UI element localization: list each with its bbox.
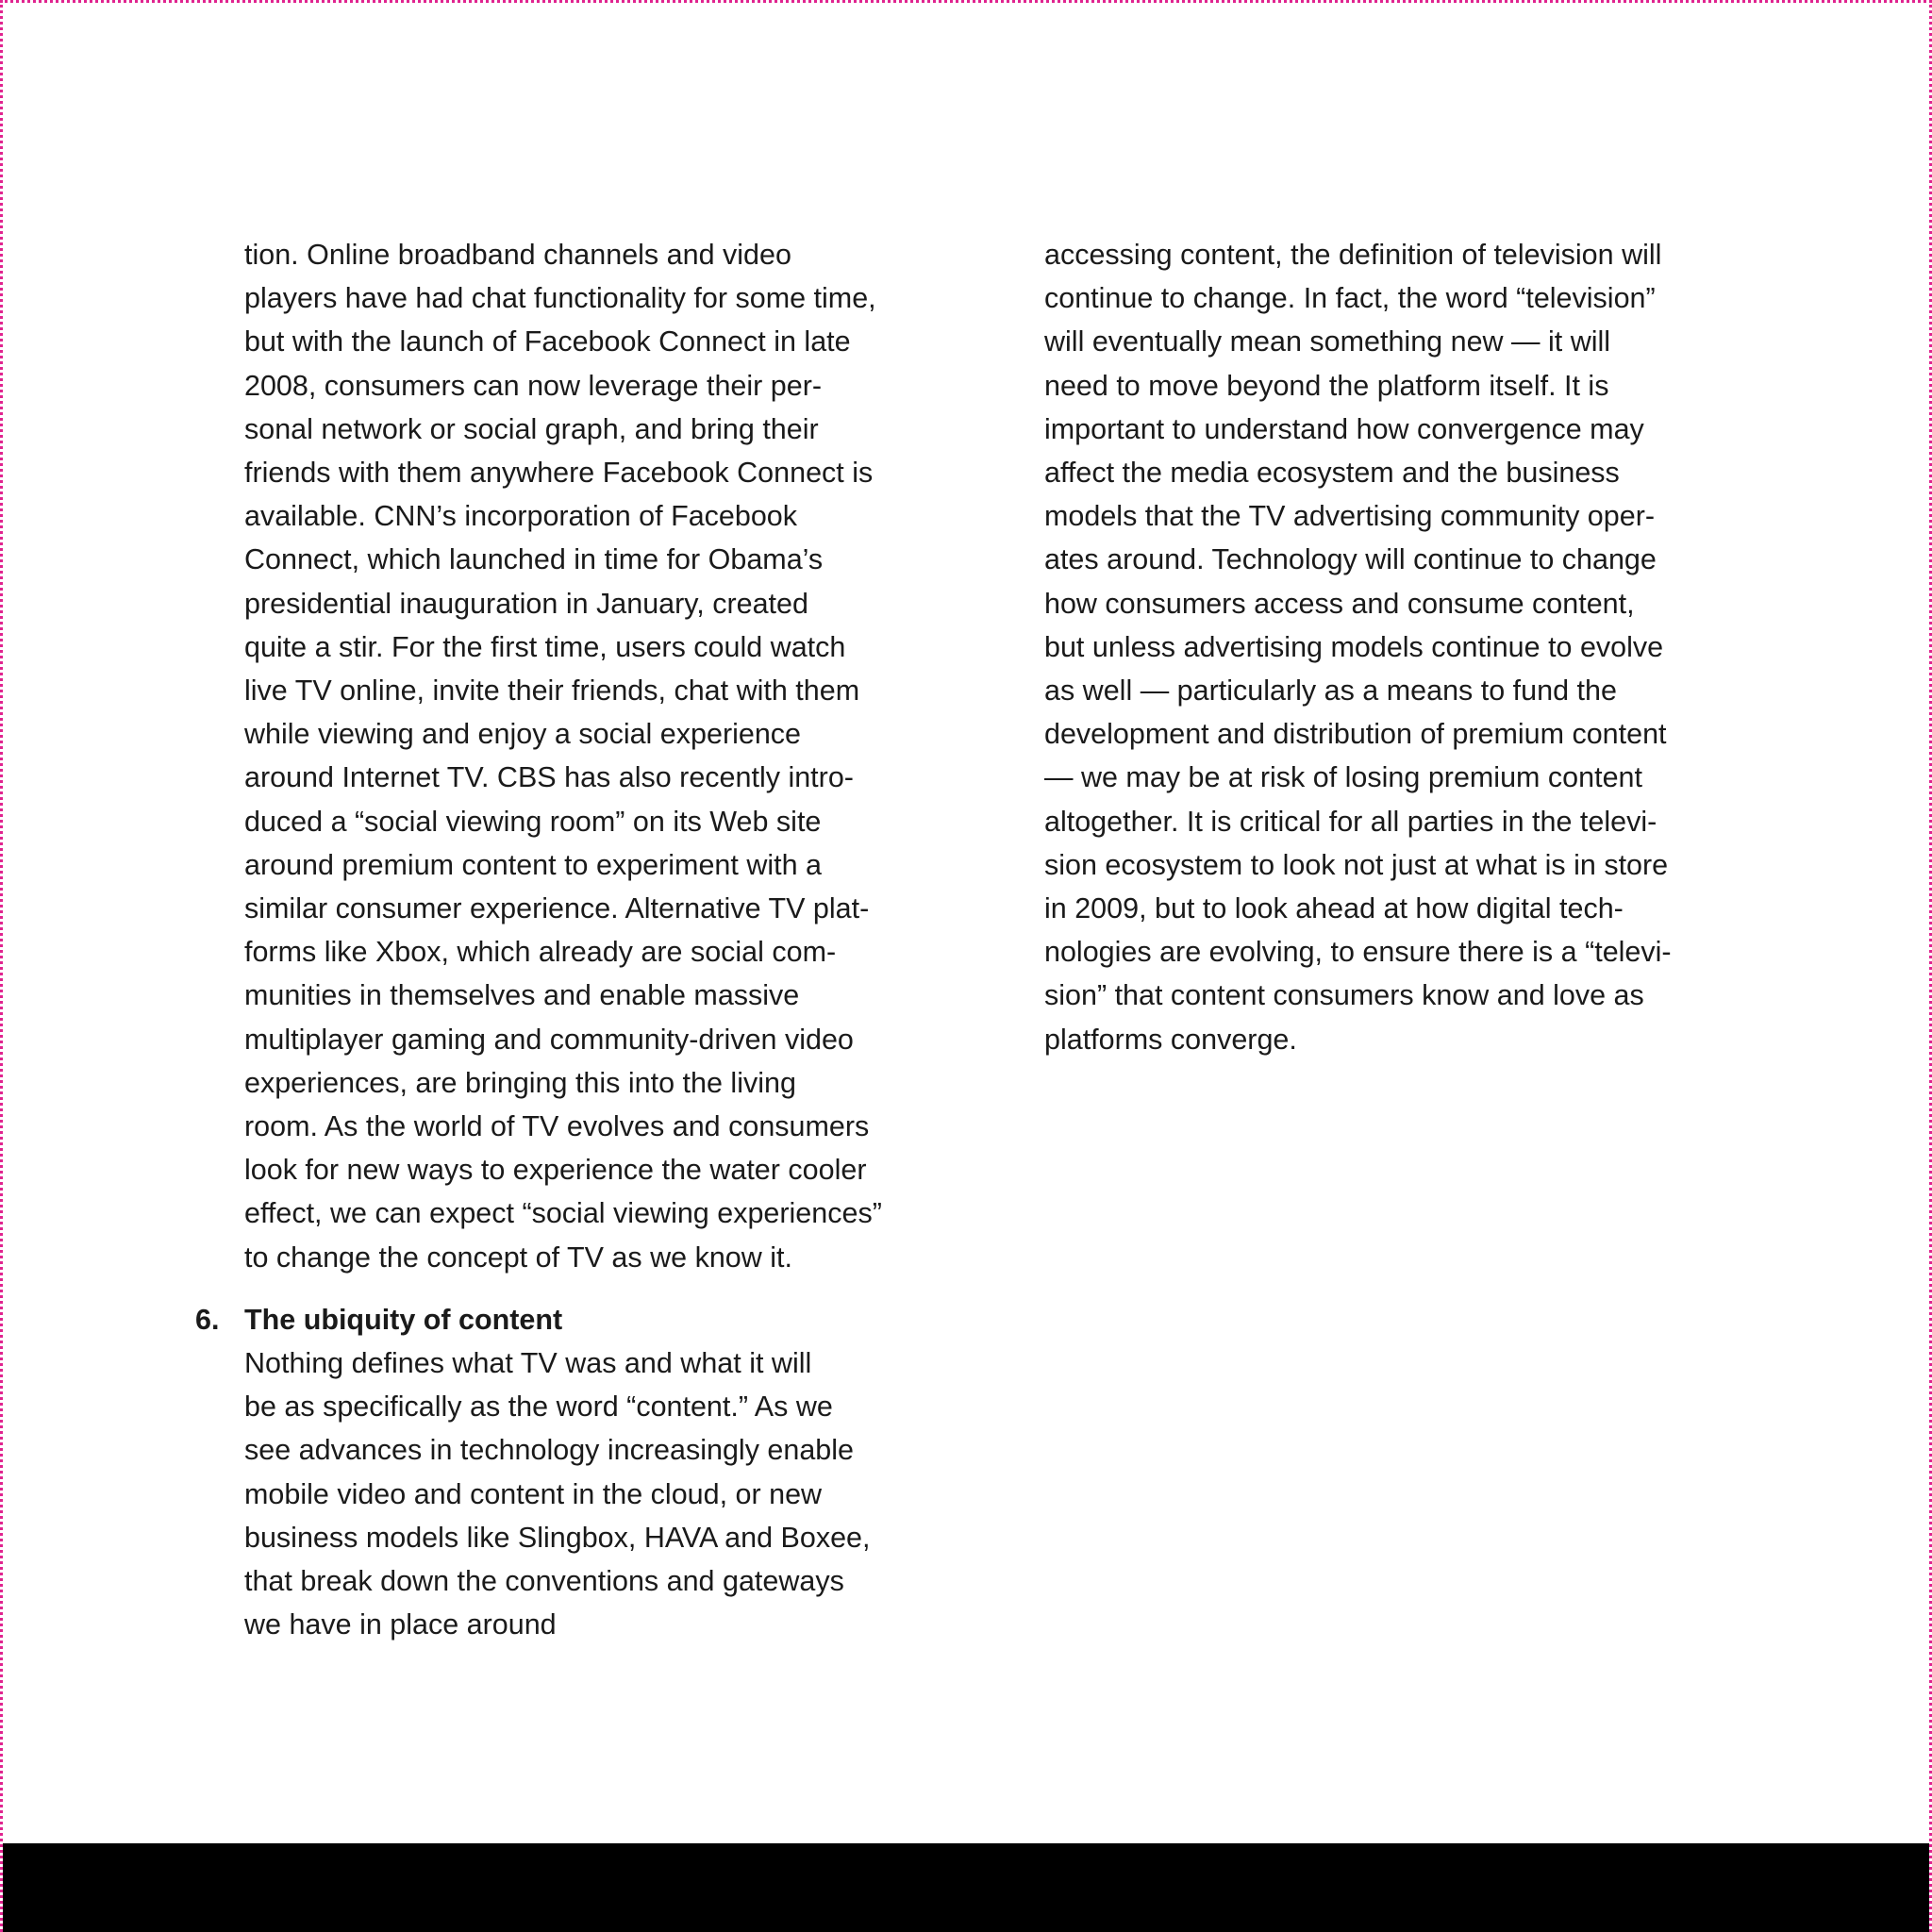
text-line: live TV online, invite their friends, chat with them [244,675,860,708]
section-heading: The ubiquity of content [244,1303,563,1336]
text-line: presidential inauguration in January, created [244,587,808,620]
text-line: be as specifically as the word “content.” As we [244,1391,833,1424]
text-line: around Internet TV. CBS has also recently intro- [244,761,854,794]
right-paragraph [1044,233,1761,1061]
text-line: effect, we can expect “social viewing experiences” [244,1197,882,1230]
footer-bar [3,1843,1932,1932]
list-item-ubiquity-of-content [195,1298,961,1647]
text-line: look for new ways to experience the water cooler [244,1154,867,1187]
text-line: but unless advertising models continue to evolve [1044,630,1664,663]
text-line: Connect, which launched in time for Obama’s [244,543,824,576]
text-line: models that the TV advertising community oper- [1044,500,1656,533]
list-item-number: 6. [195,1303,220,1336]
text-line: see advances in technology increasingly enable [244,1434,855,1467]
left-column [195,233,961,1647]
text-line: while viewing and enjoy a social experience [244,718,802,751]
text-line: important to understand how convergence may [1044,412,1644,445]
text-line: continue to change. In fact, the word “television” [1044,282,1656,315]
text-line: how consumers access and consume content, [1044,587,1635,620]
text-line: available. CNN’s incorporation of Facebook [244,500,798,533]
text-line: quite a stir. For the first time, users could watch [244,630,846,663]
text-line: room. As the world of TV evolves and consumers [244,1110,870,1143]
text-line: munities in themselves and enable massive [244,979,800,1012]
text-line: in 2009, but to look ahead at how digital tech- [1044,892,1624,925]
text-line: business models like Slingbox, HAVA and Boxee, [244,1521,871,1554]
text-line: ates around. Technology will continue to change [1044,543,1657,576]
text-line: Nothing defines what TV was and what it will [244,1347,812,1380]
text-line: but with the launch of Facebook Connect in late [244,325,851,358]
text-line: accessing content, the definition of television will [1044,239,1662,271]
text-line: tion. Online broadband channels and video [244,239,791,271]
text-line: duced a “social viewing room” on its Web site [244,805,822,838]
text-line: to change the concept of TV as we know it. [244,1241,792,1274]
text-line: that break down the conventions and gateways [244,1565,844,1598]
text-line: need to move beyond the platform itself. It is [1044,369,1609,402]
text-line: similar consumer experience. Alternative TV plat- [244,892,870,925]
text-line: sonal network or social graph, and bring their [244,412,819,445]
text-line: friends with them anywhere Facebook Connect is [244,457,874,490]
text-line: sion” that content consumers know and love as [1044,979,1644,1012]
text-line: development and distribution of premium content [1044,718,1667,751]
right-column [1044,233,1761,1061]
text-line: 2008, consumers can now leverage their per- [244,369,823,402]
text-line: altogether. It is critical for all parties in the televi- [1044,805,1657,838]
text-line: we have in place around [244,1608,557,1641]
text-line: experiences, are bringing this into the living [244,1066,796,1099]
text-line: nologies are evolving, to ensure there is a “televi- [1044,936,1672,969]
text-line: forms like Xbox, which already are social com- [244,936,837,969]
text-line: as well — particularly as a means to fund the [1044,675,1617,708]
text-line: affect the media ecosystem and the business [1044,457,1620,490]
text-line: mobile video and content in the cloud, or new [244,1477,823,1510]
text-line: players have had chat functionality for some time, [244,282,876,315]
text-line: will eventually mean something new — it will [1044,325,1611,358]
text-line: platforms converge. [1044,1023,1297,1056]
text-line: sion ecosystem to look not just at what is in store [1044,848,1669,881]
left-paragraph [244,233,961,1279]
text-line: — we may be at risk of losing premium content [1044,761,1642,794]
text-line: multiplayer gaming and community-driven video [244,1023,854,1056]
text-line: around premium content to experiment with a [244,848,823,881]
